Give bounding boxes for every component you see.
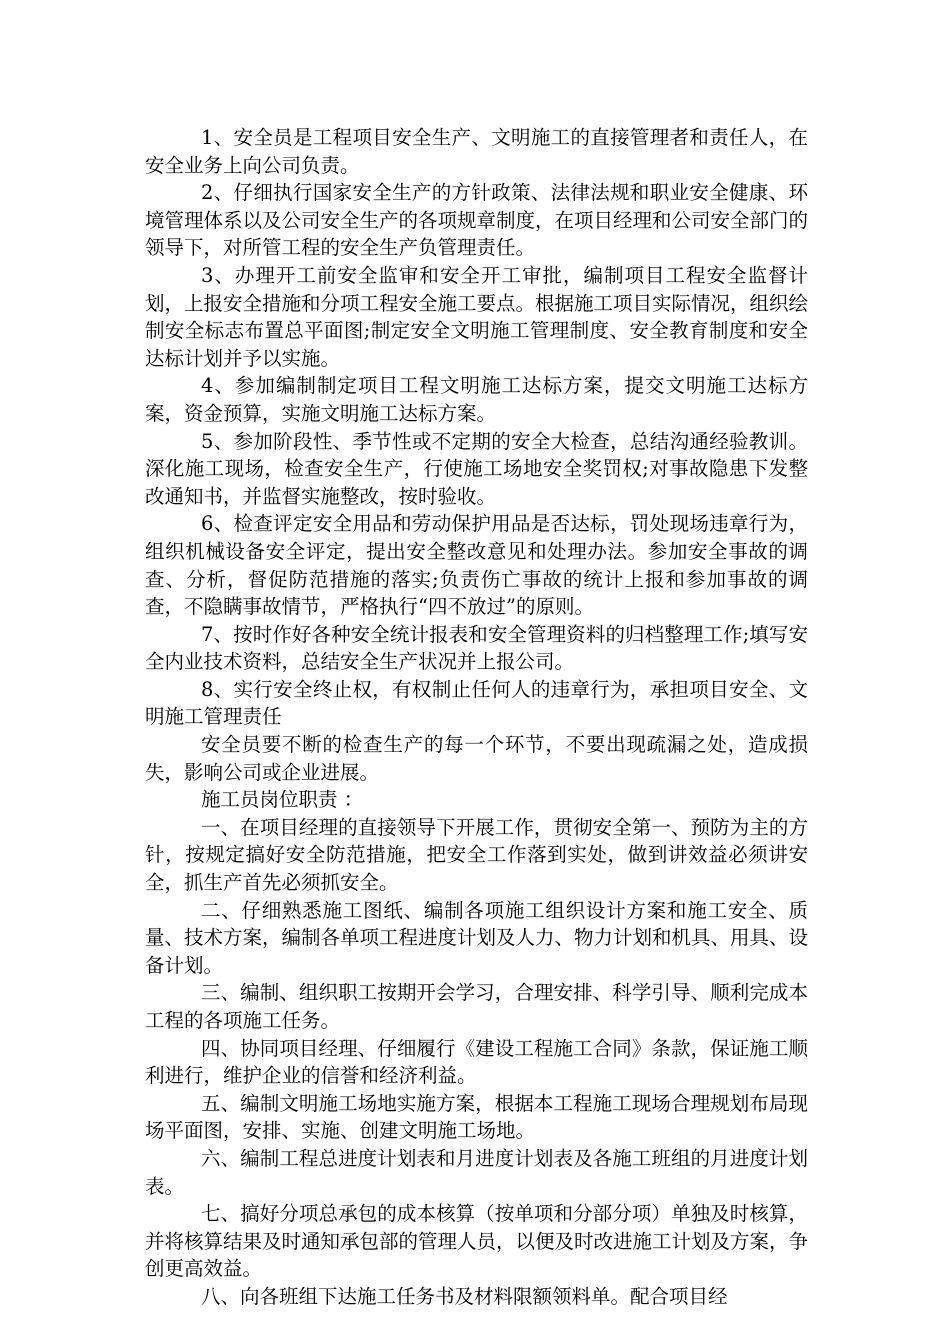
paragraph: 7、按时作好各种安全统计报表和安全管理资料的归档整理工作;填写安全内业技术资料，总结安全生产状况并上报公司。 xyxy=(145,622,808,674)
section-heading: 施工员岗位职责 ： xyxy=(201,788,364,812)
paragraph: 三、编制、组织职工按期开会学习，合理安排、科学引导、顺利完成本工程的各项施工任务。 xyxy=(145,981,808,1032)
paragraph: 安全员要不断的检查生产的每一个环节，不要出现疏漏之处，造成损失，影响公司或企业进展。 xyxy=(145,733,808,784)
paragraph: 5、参加阶段性、季节性或不定期的安全大检查，总结沟通经验教训。深化施工现场，检查安全生产，行使施工场地安全奖罚权;对事故隐患下发整改通知书，并监督实施整改，按时验收。 xyxy=(145,429,808,508)
paragraph: 6、检查评定安全用品和劳动保护用品是否达标，罚处现场违章行为，组织机械设备安全评定，提出安全整改意见和处理办法。参加安全事故的调查、分析，督促防范措施的落实;负责伤亡事故的统计上报和参加事故的调查，不隐瞒事故情节，严格执行“四不放过”的原则。 xyxy=(145,512,808,619)
paragraph: 四、协同项目经理、仔细履行《建设工程施工合同》条款，保证施工顺利进行，维护企业的信誉和经济利益。 xyxy=(145,1036,808,1088)
paragraph: 六、编制工程总进度计划表和月进度计划表及各施工班组的月进度计划表。 xyxy=(145,1146,808,1198)
paragraph: 一、在项目经理的直接领导下开展工作，贯彻安全第一、预防为主的方针，按规定搞好安全防范措施，把安全工作落到实处，做到讲效益必须讲安全，抓生产首先必须抓安全。 xyxy=(145,815,808,895)
document-body xyxy=(145,124,808,1311)
paragraph: 八、向各班组下达施工任务书及材料限额领料单。配合项目经 xyxy=(201,1284,728,1308)
paragraph: 3、办理开工前安全监审和安全开工审批，编制项目工程安全监督计划，上报安全措施和分项工程安全施工要点。根据施工项目实际情况，组织绘制安全标志布置总平面图;制定安全文明施工管理制度、安全教育制度和安全达标计划并予以实施。 xyxy=(145,263,809,370)
paragraph: 4、参加编制制定项目工程文明施工达标方案，提交文明施工达标方案，资金预算，实施文明施工达标方案。 xyxy=(145,374,808,425)
paragraph: 2、仔细执行国家安全生产的方针政策、法律法规和职业安全健康、环境管理体系以及公司安全生产的各项规章制度，在项目经理和公司安全部门的领导下，对所管工程的安全生产负管理责任。 xyxy=(145,181,809,260)
paragraph: 五、编制文明施工场地实施方案，根据本工程施工现场合理规划布局现场平面图，安排、实施、创建文明施工场地。 xyxy=(145,1091,808,1143)
paragraph: 二、仔细熟悉施工图纸、编制各项施工组织设计方案和施工安全、质量、技术方案，编制各单项工程进度计划及人力、物力计划和机具、用具、设备计划。 xyxy=(145,898,809,977)
paragraph: 七、搞好分项总承包的成本核算（按单项和分部分项）单独及时核算，并将核算结果及时通知承包部的管理人员，以便及时改进施工计划及方案，争创更高效益。 xyxy=(145,1202,809,1281)
paragraph: 1、安全员是工程项目安全生产、文明施工的直接管理者和责任人，在安全业务上向公司负责。 xyxy=(145,126,808,177)
paragraph: 8、实行安全终止权，有权制止任何人的违章行为，承担项目安全、文明施工管理责任 xyxy=(145,677,808,729)
